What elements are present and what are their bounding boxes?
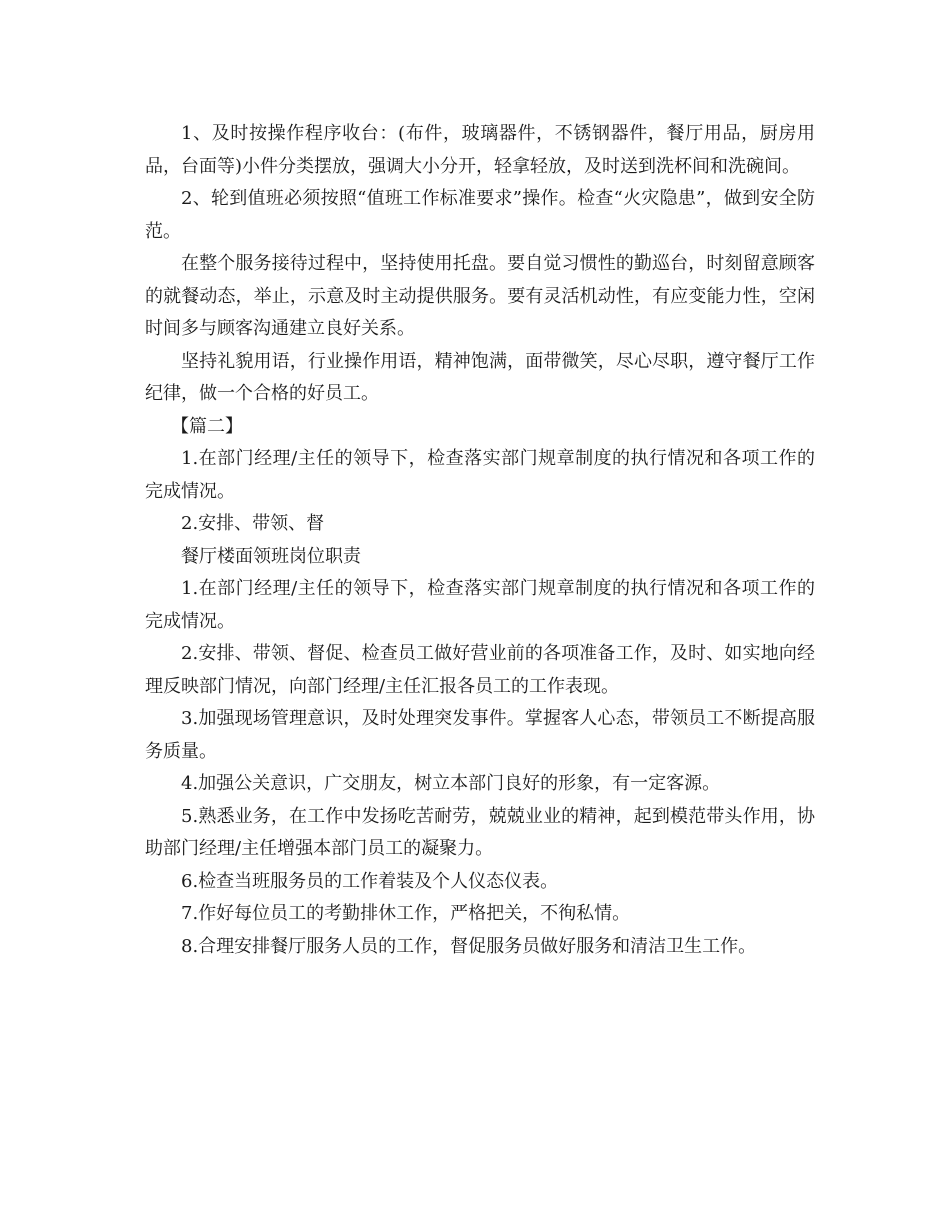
subsection-title: 餐厅楼面领班岗位职责 xyxy=(181,545,361,567)
duty-item-7: 7.作好每位员工的考勤排休工作，严格把关，不徇私情。 xyxy=(181,903,631,924)
duty-item-2: 2.安排、带领、督促、检查员工做好营业前的各项准备工作，及时、如实地向经理反映部门情况，向部门经理/主任汇报各员工的工作表现。 xyxy=(145,643,815,697)
document-body xyxy=(145,118,815,963)
duty-item-3: 3.加强现场管理意识，及时处理突发事件。掌握客人心态，带领员工不断提高服务质量。 xyxy=(145,708,815,762)
duty-item-1: 1.在部门经理/主任的领导下，检查落实部门规章制度的执行情况和各项工作的完成情况。 xyxy=(145,578,815,632)
duty-item-5: 5.熟悉业务，在工作中发扬吃苦耐劳，兢兢业业的精神，起到模范带头作用，协助部门经理/主任增强本部门员工的凝聚力。 xyxy=(145,805,815,859)
duty-item-8: 8.合理安排餐厅服务人员的工作，督促服务员做好服务和清洁卫生工作。 xyxy=(181,935,757,957)
paragraph-item-1: 1.在部门经理/主任的领导下，检查落实部门规章制度的执行情况和各项工作的完成情况。 xyxy=(145,448,815,502)
duty-item-6: 6.检查当班服务员的工作着装及个人仪态仪表。 xyxy=(181,870,559,892)
paragraph-service-tray: 在整个服务接待过程中，坚持使用托盘。要自觉习惯性的勤巡台，时刻留意顾客的就餐动态，举止，示意及时主动提供服务。要有灵活机动性，有应变能力性，空闲时间多与顾客沟通建立良好关系。 xyxy=(145,253,815,339)
section-heading: 【篇二】 xyxy=(171,415,243,437)
paragraph-courtesy: 坚持礼貌用语，行业操作用语，精神饱满，面带微笑，尽心尽职，遵守餐厅工作纪律，做一个合格的好员工。 xyxy=(145,350,815,404)
paragraph-duty-shift: 2、轮到值班必须按照“值班工作标准要求”操作。检查“火灾隐患”，做到安全防范。 xyxy=(145,188,815,242)
duty-item-4: 4.加强公关意识，广交朋友，树立本部门良好的形象，有一定客源。 xyxy=(181,773,721,794)
paragraph-item-2-partial: 2.安排、带领、督 xyxy=(181,513,325,534)
paragraph-clearing-tables: 1、及时按操作程序收台：(布件，玻璃器件，不锈钢器件，餐厅用品，厨房用品，台面等)小件分类摆放，强调大小分开，轻拿轻放，及时送到洗杯间和洗碗间。 xyxy=(145,123,815,177)
